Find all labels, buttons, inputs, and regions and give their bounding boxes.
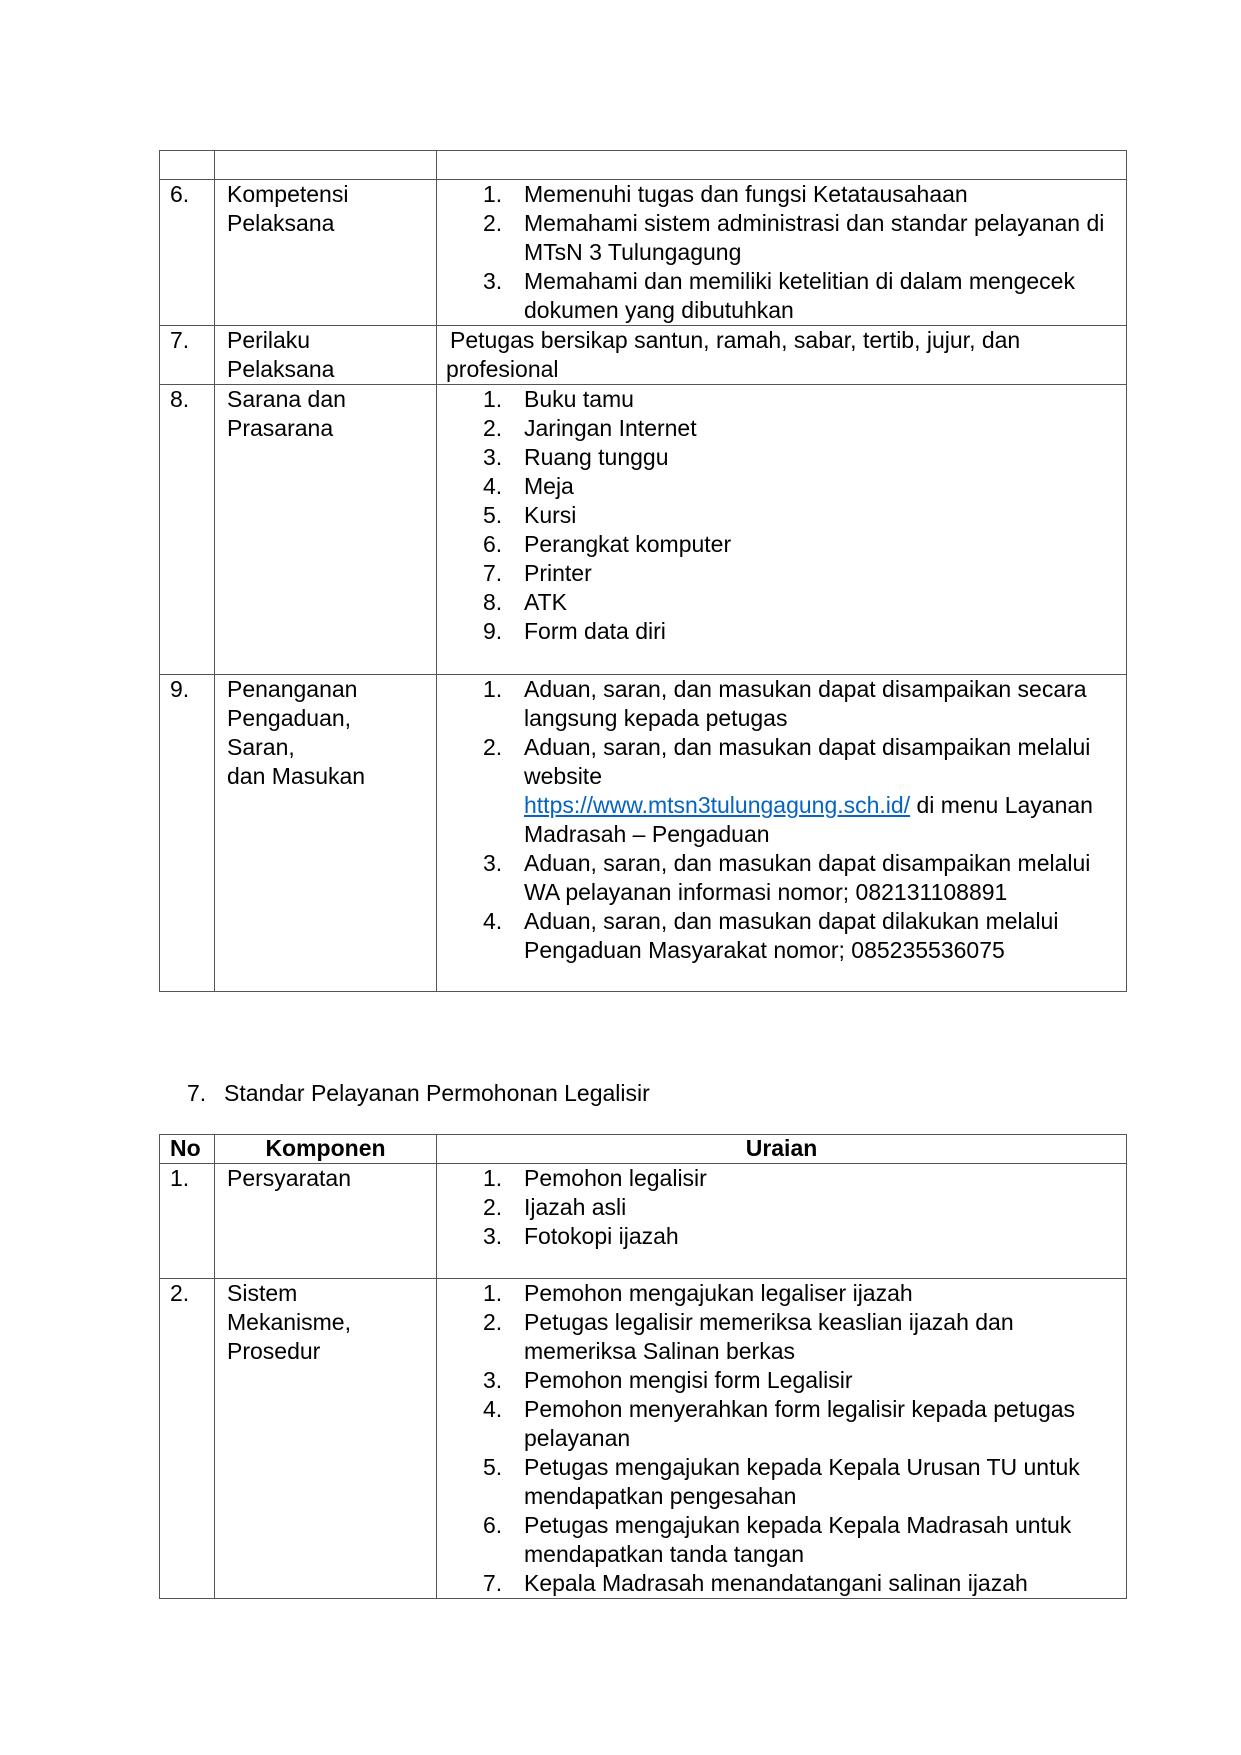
description-list xyxy=(437,675,1126,965)
component-name: Perilaku Pelaksana xyxy=(215,326,437,385)
description-text: Petugas bersikap santun, ramah, sabar, tertib, jujur, dan profesional xyxy=(437,326,1127,385)
description-list xyxy=(437,1164,1126,1251)
component-name: Sistem Mekanisme, Prosedur xyxy=(215,1279,437,1599)
section-number: 7. xyxy=(187,1080,207,1106)
list-item: 1. Buku tamu xyxy=(483,386,634,412)
list-item: 7. Kepala Madrasah menandatangani salinan ijazah xyxy=(483,1570,1028,1596)
list-item: 3. Pemohon mengisi form Legalisir xyxy=(483,1367,853,1393)
cell-uraian xyxy=(437,151,1127,180)
list-item: 3. Ruang tunggu xyxy=(483,444,669,470)
list-item: 1. Aduan, saran, dan masukan dapat disampaikan secara langsung kepada petugas xyxy=(483,676,1087,731)
list-item: 2. Ijazah asli xyxy=(483,1194,627,1220)
list-item: 2. Petugas legalisir memeriksa keaslian ijazah dan memeriksa Salinan berkas xyxy=(483,1309,1014,1364)
description-list xyxy=(437,180,1126,325)
list-item: 2. Jaringan Internet xyxy=(483,415,697,441)
list-item: 1. Pemohon legalisir xyxy=(483,1165,707,1191)
description-cell xyxy=(437,1164,1127,1279)
cell-komponen xyxy=(215,151,437,180)
row-number: 9. xyxy=(160,675,215,992)
list-item: 1. Pemohon mengajukan legaliser ijazah xyxy=(483,1280,913,1306)
website-link[interactable]: https://www.mtsn3tulungagung.sch.id/ xyxy=(524,792,911,818)
description-cell xyxy=(437,385,1127,675)
list-item: 1. Memenuhi tugas dan fungsi Ketatausahaan xyxy=(483,181,968,207)
table-row xyxy=(160,180,1127,326)
list-item: 3. Memahami dan memiliki ketelitian di dalam mengecek dokumen yang dibutuhkan xyxy=(483,268,1075,323)
table-row xyxy=(160,326,1127,385)
row-number: 2. xyxy=(160,1279,215,1599)
description-list xyxy=(437,1279,1126,1598)
component-name: Persyaratan xyxy=(215,1164,437,1279)
header-no: No xyxy=(160,1135,215,1164)
list-item: 5. Kursi xyxy=(483,502,577,528)
list-item: 3. Fotokopi ijazah xyxy=(483,1223,679,1249)
table-row xyxy=(160,1279,1127,1599)
component-name: Sarana dan Prasarana xyxy=(215,385,437,675)
row-number: 7. xyxy=(160,326,215,385)
list-item: 4. Aduan, saran, dan masukan dapat dilakukan melalui Pengaduan Masyarakat nomor; 085235536075 xyxy=(483,908,1059,963)
list-item: 4. Pemohon menyerahkan form legalisir kepada petugas pelayanan xyxy=(483,1396,1076,1451)
component-name: Kompetensi Pelaksana xyxy=(215,180,437,326)
section-title-text: Standar Pelayanan Permohonan Legalisir xyxy=(224,1080,650,1106)
list-item: 4. Meja xyxy=(483,473,574,499)
description-cell xyxy=(437,1279,1127,1599)
description-list xyxy=(437,385,1126,646)
list-item: 6. Petugas mengajukan kepada Kepala Madrasah untuk mendapatkan tanda tangan xyxy=(483,1512,1072,1567)
table-row xyxy=(160,675,1127,992)
row-number: 8. xyxy=(160,385,215,675)
row-number: 1. xyxy=(160,1164,215,1279)
list-item: 7. Printer xyxy=(483,560,592,586)
list-item: 2. Aduan, saran, dan masukan dapat disampaikan melalui website https://www.mtsn3tulungagung.sch.id/ di menu Layanan Madrasah – Pengaduan xyxy=(483,734,1093,847)
description-cell xyxy=(437,675,1127,992)
cell-no xyxy=(160,151,215,180)
row-number: 6. xyxy=(160,180,215,326)
legalization-service-table xyxy=(159,1134,1127,1599)
list-item: 3. Aduan, saran, dan masukan dapat disampaikan melalui WA pelayanan informasi nomor; 082131108891 xyxy=(483,850,1091,905)
table-header-row xyxy=(160,1135,1127,1164)
header-komponen: Komponen xyxy=(215,1135,437,1164)
header-uraian: Uraian xyxy=(437,1135,1127,1164)
list-item: 2. Memahami sistem administrasi dan standar pelayanan di MTsN 3 Tulungagung xyxy=(483,210,1105,265)
list-item: 9. Form data diri xyxy=(483,618,666,644)
table-row xyxy=(160,385,1127,675)
list-item: 8. ATK xyxy=(483,589,568,615)
list-item: 5. Petugas mengajukan kepada Kepala Urusan TU untuk mendapatkan pengesahan xyxy=(483,1454,1080,1509)
list-item: 6. Perangkat komputer xyxy=(483,531,732,557)
section-heading xyxy=(187,1078,650,1108)
table-row-empty xyxy=(160,151,1127,180)
description-cell xyxy=(437,180,1127,326)
table-row xyxy=(160,1164,1127,1279)
service-standard-table-continued xyxy=(159,150,1127,992)
component-name: Penanganan Pengaduan, Saran, dan Masukan xyxy=(215,675,437,992)
